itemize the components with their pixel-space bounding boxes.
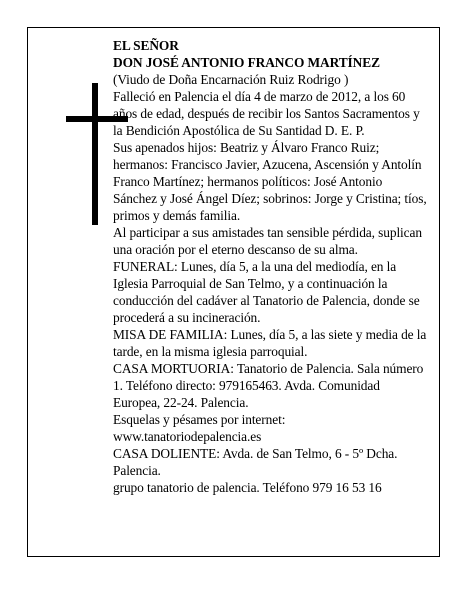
grieving-home-info: CASA DOLIENTE: Avda. de San Telmo, 6 - 5º Dcha. Palencia.	[113, 446, 398, 478]
online-condolences: Esquelas y pésames por internet: www.tanatoriodepalencia.es	[113, 412, 286, 444]
funeral-info: FUNERAL: Lunes, día 5, a la una del mediodía, en la Iglesia Parroquial de San Telmo, y a continuación la conducción del cadáver al Tanatorio de Palencia, donde se procederá a su incineración.	[113, 259, 420, 325]
funeral-home-info: CASA MORTUORIA: Tanatorio de Palencia. Sala número 1. Teléfono directo: 979165463. Avda. Comunidad Europea, 22-24. Palencia.	[113, 361, 424, 410]
deceased-name: DON JOSÉ ANTONIO FRANCO MARTÍNEZ	[113, 55, 380, 70]
notice-title: EL SEÑOR	[113, 38, 179, 53]
widower-note: (Viudo de Doña Encarnación Ruiz Rodrigo )	[113, 72, 349, 87]
prayer-request: Al participar a sus amistades tan sensible pérdida, suplican una oración por el eterno descanso de su alma.	[113, 225, 422, 257]
family-mass-info: MISA DE FAMILIA: Lunes, día 5, a las siete y media de la tarde, en la misma iglesia parroquial.	[113, 327, 427, 359]
death-statement: Falleció en Palencia el día 4 de marzo de 2012, a los 60 años de edad, después de recibir los Santos Sacramentos y la Bendición Apostólica de Su Santidad D. E. P.	[113, 89, 420, 138]
footer-contact: grupo tanatorio de palencia. Teléfono 979 16 53 16	[113, 480, 382, 495]
cross-vertical-bar	[92, 83, 98, 225]
family-statement: Sus apenados hijos: Beatriz y Álvaro Franco Ruiz; hermanos: Francisco Javier, Azucena, Ascensión y Antolín Franco Martínez; hermanos políticos: José Antonio Sánchez y José Ángel Díez; sobrinos: Jorge y Cristina; tíos, primos y demás familia.	[113, 140, 427, 223]
obituary-text	[113, 37, 429, 496]
